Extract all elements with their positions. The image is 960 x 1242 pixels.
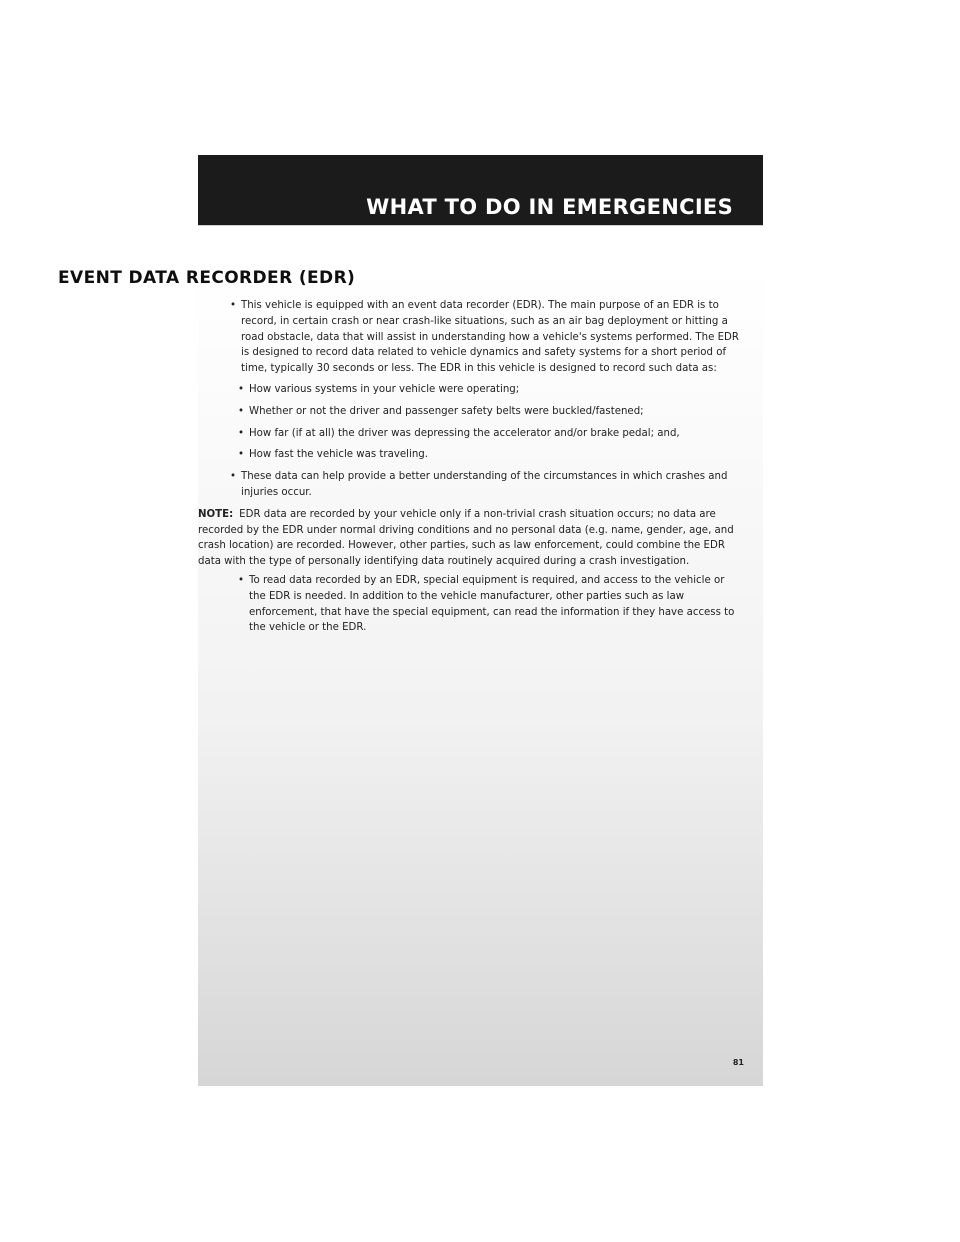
sub-bullet-text: How fast the vehicle was traveling. <box>249 449 428 461</box>
final-bullet <box>230 573 741 636</box>
bullet-icon: • <box>238 574 245 586</box>
bullet-icon: • <box>238 405 245 417</box>
chapter-title: WHAT TO DO IN EMERGENCIES <box>366 195 733 219</box>
sub-bullet <box>230 404 741 420</box>
bullet-icon: • <box>238 449 245 461</box>
intro-bullet-text: This vehicle is equipped with an event data recorder (EDR). The main purpose of an EDR is to record, in certain crash or near crash-like situations, such as an air bag deployment or hitting a road obstacle, data that will assist in understanding how a vehicle's systems performed. The EDR is designed to record data related to vehicle dynamics and safety systems for a short period of time, typically 30 seconds or less. The EDR in this vehicle is designed to record such data as: <box>241 300 739 375</box>
bullet-icon: • <box>230 300 237 311</box>
second-bullet <box>222 469 741 501</box>
sub-bullet-text: How various systems in your vehicle were operating; <box>249 383 520 395</box>
header-band <box>198 155 763 226</box>
sub-bullet <box>230 426 741 442</box>
sub-bullet-text: Whether or not the driver and passenger safety belts were buckled/fastened; <box>249 405 644 417</box>
note-text: EDR data are recorded by your vehicle only if a non-trivial crash situation occurs; no data are recorded by the EDR under normal driving conditions and no personal data (e.g. name, gender, age, and crash location) are recorded. However, other parties, such as law enforcement, could combine the EDR data with the type of personally identifying data routinely acquired during a crash investigation. <box>198 508 734 568</box>
sub-bullet <box>230 382 741 398</box>
bullet-icon: • <box>238 427 245 439</box>
second-bullet-text: These data can help provide a better understanding of the circumstances in which crashes and injuries occur. <box>241 471 728 498</box>
final-bullet-text: To read data recorded by an EDR, special equipment is required, and access to the vehicle or the EDR is needed. In addition to the vehicle manufacturer, other parties such as law enforcement, that have the special equipment, can read the information if they have access to the vehicle or the EDR. <box>249 574 735 634</box>
sub-bullet <box>230 447 741 463</box>
bullet-icon: • <box>230 471 237 483</box>
section-title: EVENT DATA RECORDER (EDR) <box>58 268 356 288</box>
bullet-icon: • <box>238 383 245 395</box>
note-label: NOTE: <box>198 508 234 520</box>
content-body <box>198 298 741 641</box>
sub-bullet-text: How far (if at all) the driver was depressing the accelerator and/or brake pedal; and, <box>249 427 680 439</box>
note-paragraph <box>198 507 741 570</box>
page-number: 81 <box>732 1058 744 1067</box>
intro-bullet <box>222 298 741 377</box>
